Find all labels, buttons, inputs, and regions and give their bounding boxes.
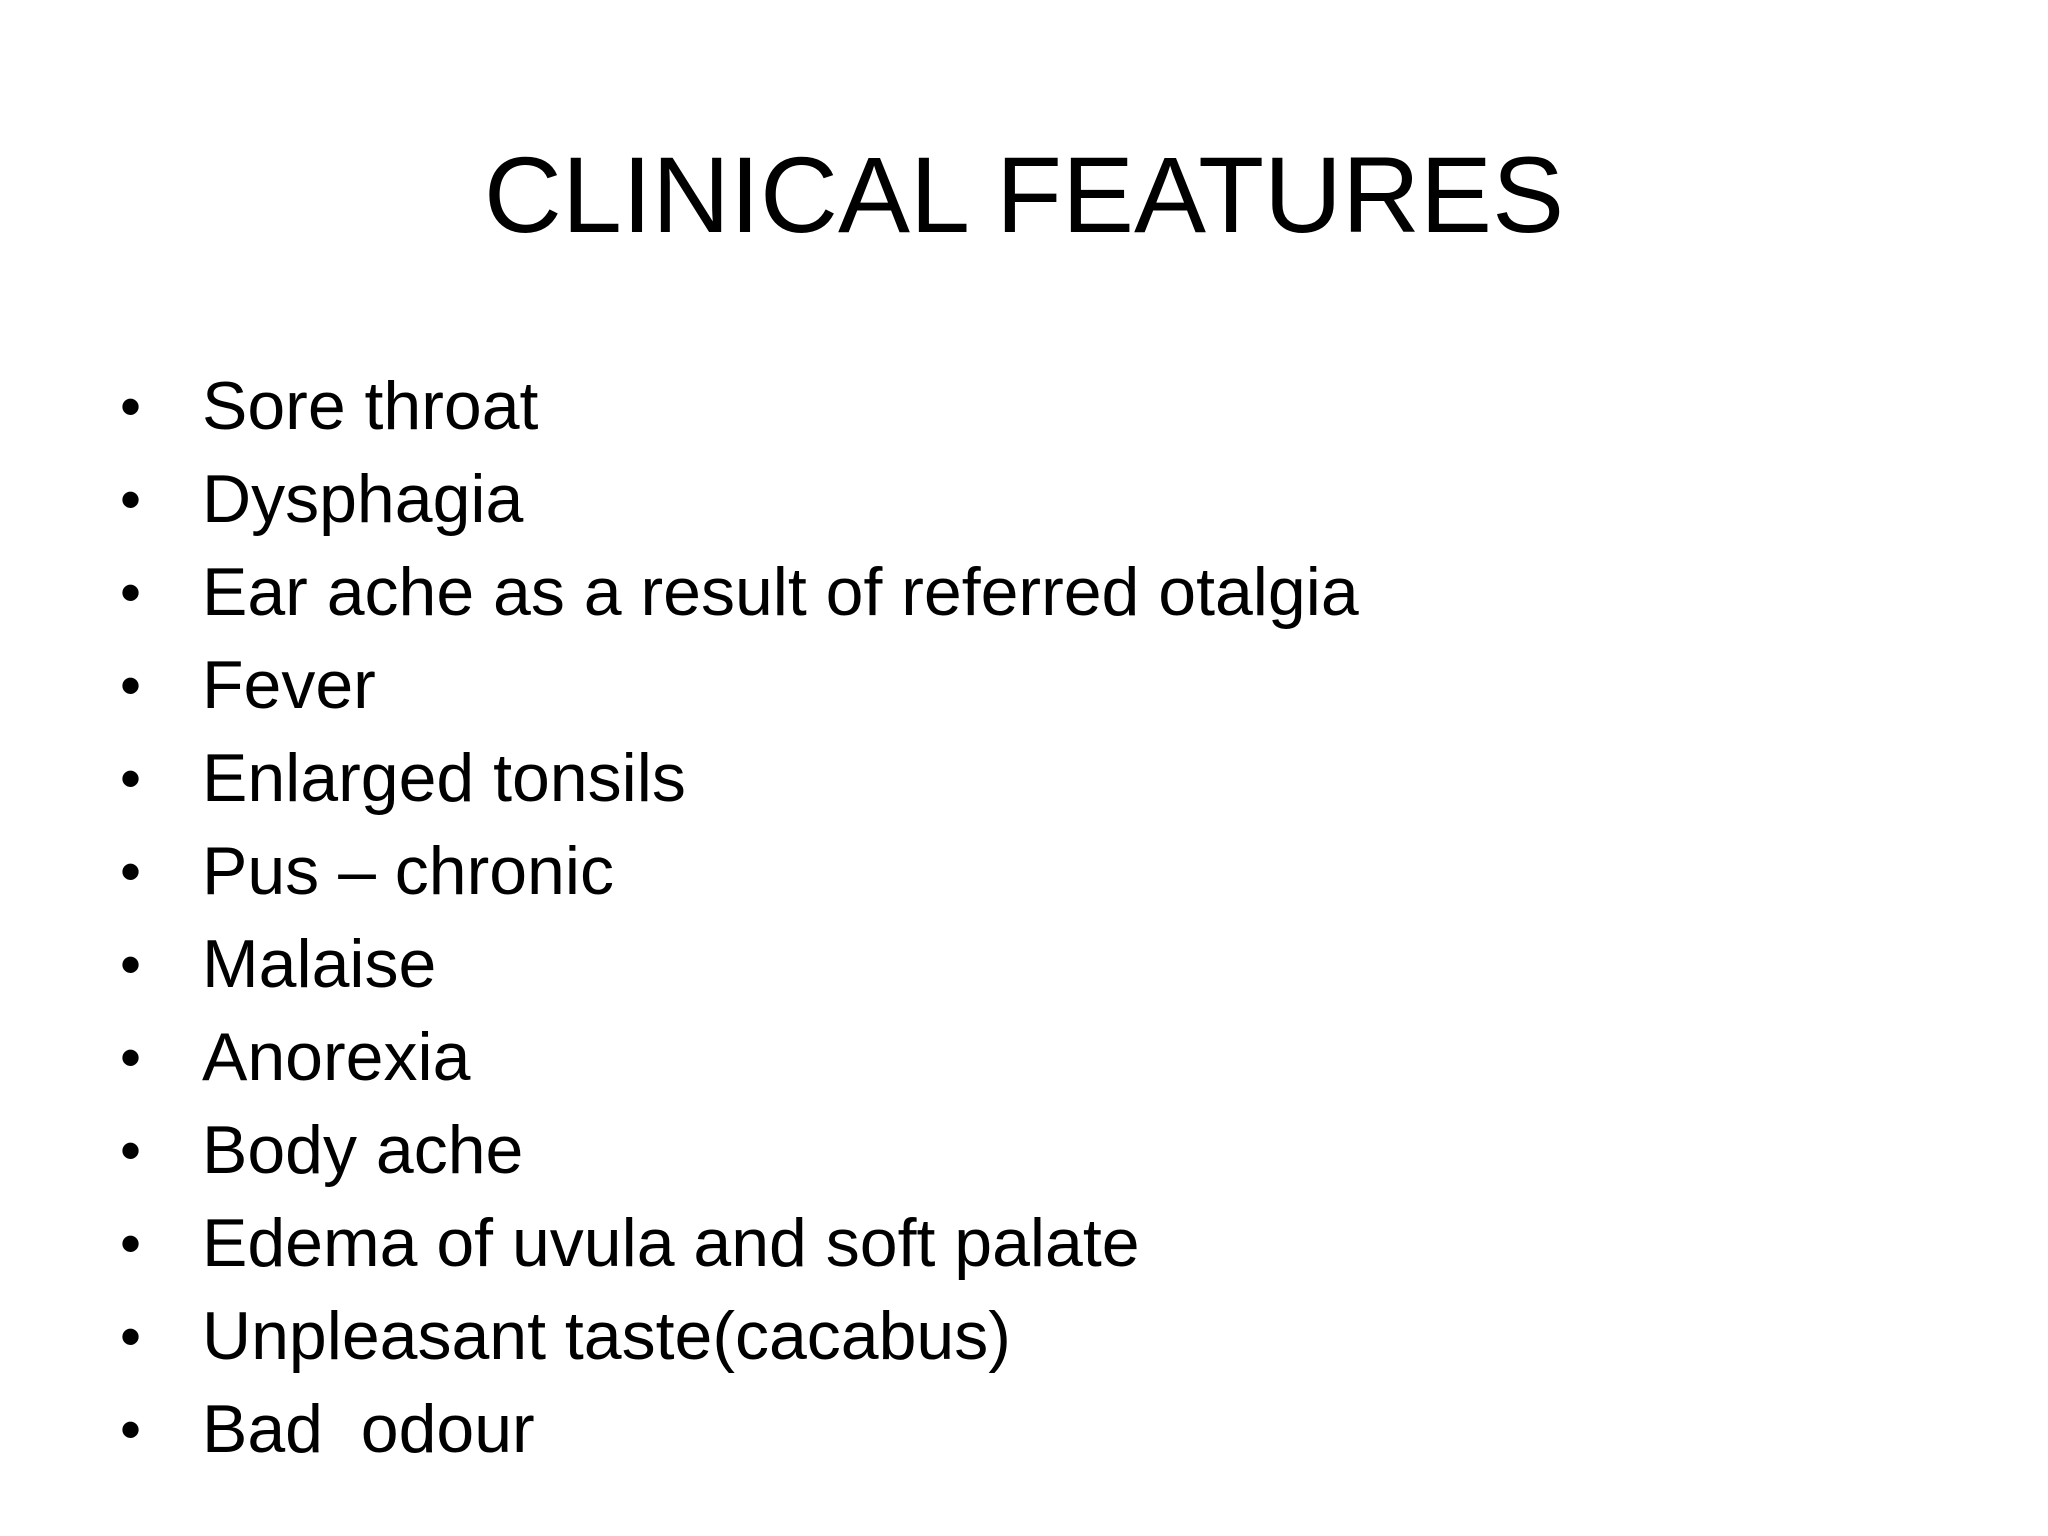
bullet-icon: • bbox=[120, 838, 142, 905]
bullet-icon: • bbox=[120, 1303, 142, 1370]
list-item-text: Ear ache as a result of referred otalgia bbox=[202, 554, 1359, 630]
bullet-icon: • bbox=[120, 373, 142, 440]
bullet-icon: • bbox=[120, 1024, 142, 1091]
list-item bbox=[120, 1104, 1359, 1197]
bullet-icon: • bbox=[120, 652, 142, 719]
list-item-text: Edema of uvula and soft palate bbox=[202, 1205, 1140, 1281]
list-item bbox=[120, 732, 1359, 825]
list-item-text: Body ache bbox=[202, 1112, 524, 1188]
bullet-icon: • bbox=[120, 745, 142, 812]
bullet-icon: • bbox=[120, 1396, 142, 1463]
list-item bbox=[120, 918, 1359, 1011]
bullet-icon: • bbox=[120, 1210, 142, 1277]
bullet-icon: • bbox=[120, 1117, 142, 1184]
list-item bbox=[120, 639, 1359, 732]
slide-title: CLINICAL FEATURES bbox=[483, 134, 1565, 255]
bullet-icon: • bbox=[120, 559, 142, 626]
bullet-icon: • bbox=[120, 466, 142, 533]
list-item bbox=[120, 1290, 1359, 1383]
list-item bbox=[120, 453, 1359, 546]
list-item bbox=[120, 1011, 1359, 1104]
list-item-text: Enlarged tonsils bbox=[202, 740, 686, 816]
list-item-text: Dysphagia bbox=[202, 461, 524, 537]
bullet-list bbox=[120, 360, 1359, 1476]
list-item bbox=[120, 546, 1359, 639]
list-item-text: Pus – chronic bbox=[202, 833, 614, 909]
list-item bbox=[120, 1383, 1359, 1476]
list-item-text: Sore throat bbox=[202, 368, 539, 444]
list-item bbox=[120, 1197, 1359, 1290]
list-item-text: Malaise bbox=[202, 926, 437, 1002]
list-item bbox=[120, 360, 1359, 453]
list-item-text: Bad odour bbox=[202, 1391, 535, 1467]
list-item-text: Anorexia bbox=[202, 1019, 471, 1095]
list-item-text: Unpleasant taste(cacabus) bbox=[202, 1298, 1011, 1374]
list-item-text: Fever bbox=[202, 647, 376, 723]
bullet-icon: • bbox=[120, 931, 142, 998]
list-item bbox=[120, 825, 1359, 918]
